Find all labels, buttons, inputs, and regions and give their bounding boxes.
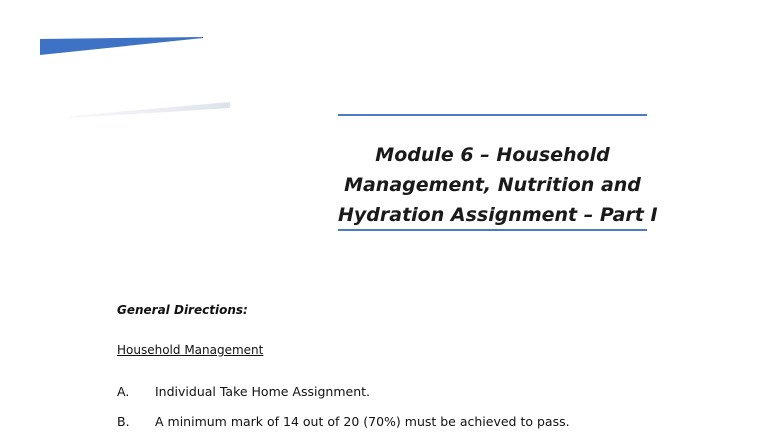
list-item-text: Individual Take Home Assignment.	[155, 384, 370, 399]
title-line: Module 6 – Household	[375, 144, 610, 166]
general-directions-heading: General Directions:	[117, 303, 248, 317]
title-top-rule	[338, 114, 647, 116]
list-item-text: A minimum mark of 14 out of 20 (70%) must be achieved to pass.	[155, 414, 570, 429]
logo-wedge	[40, 37, 205, 55]
title-bottom-rule	[338, 229, 647, 231]
list-item-marker: B.	[117, 414, 130, 429]
logo-faded-bar	[70, 100, 235, 118]
title-line: Hydration Assignment – Part I	[338, 204, 658, 226]
household-management-heading: Household Management	[117, 343, 264, 357]
page-title	[338, 140, 658, 230]
title-line: Management, Nutrition and	[344, 174, 641, 196]
list-item-marker: A.	[117, 384, 130, 399]
